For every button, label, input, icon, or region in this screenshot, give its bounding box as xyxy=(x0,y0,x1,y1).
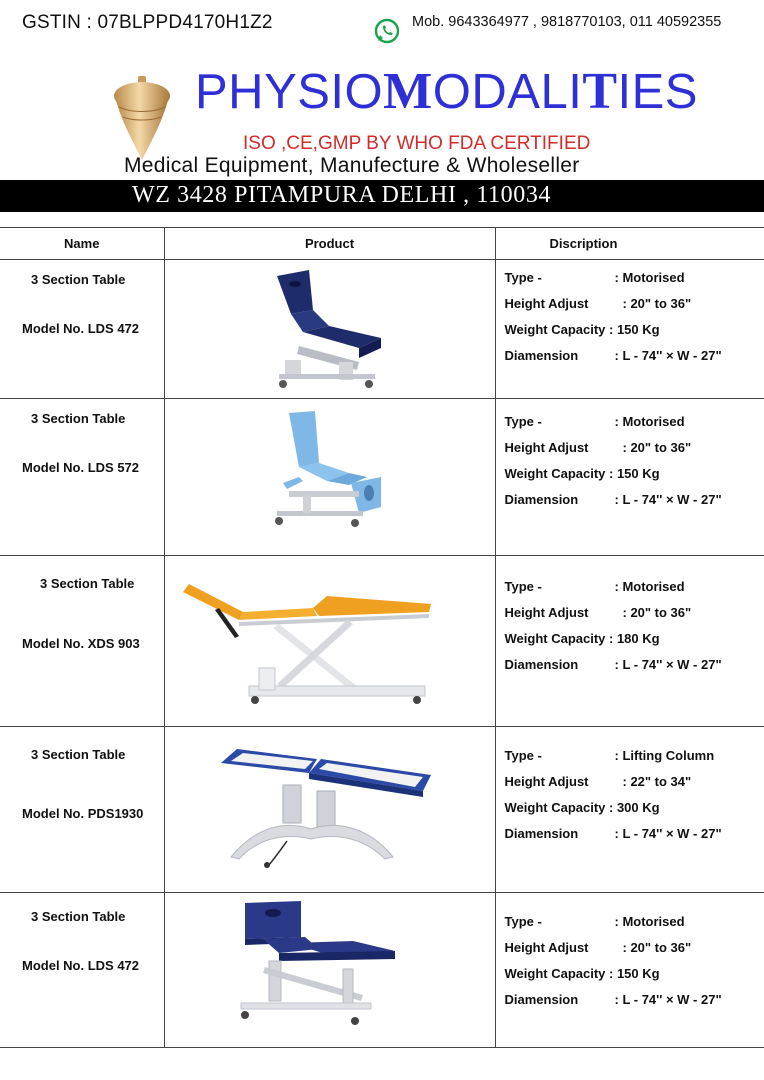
navy-3-section-table-icon xyxy=(235,899,405,1033)
product-image-cell xyxy=(164,260,495,399)
table-row xyxy=(0,556,764,727)
spec-weight: Weight Capacity : 180 Kg xyxy=(504,631,660,646)
description-cell xyxy=(495,727,764,893)
certification-line: ISO ,CE,GMP BY WHO FDA CERTIFIED xyxy=(243,133,591,154)
blue-lifting-column-table-icon xyxy=(217,745,437,875)
product-image-cell xyxy=(164,399,495,556)
name-cell xyxy=(0,893,164,1048)
spec-height: Height Adjust : 22" to 34" xyxy=(504,774,692,789)
product-name: 3 Section Table xyxy=(31,747,126,762)
spec-height: Height Adjust : 20" to 36" xyxy=(504,940,692,955)
tagline: Medical Equipment, Manufecture & Wholeseller xyxy=(124,154,580,177)
letterhead xyxy=(0,0,764,212)
column-header-product: Product xyxy=(164,228,495,260)
description-cell xyxy=(495,556,764,727)
product-name: 3 Section Table xyxy=(31,272,126,287)
spec-height: Height Adjust : 20" to 36" xyxy=(504,605,692,620)
spec-dimension: Diamension : L - 74'' × W - 27" xyxy=(504,492,722,507)
company-name: PHYSIOMODALITIES xyxy=(195,63,698,120)
model-number: Model No. LDS 572 xyxy=(22,460,140,475)
spec-weight: Weight Capacity : 150 Kg xyxy=(504,966,660,981)
table-row xyxy=(0,399,764,556)
spec-type: Type - : Lifting Column xyxy=(504,748,715,763)
spec-dimension: Diamension : L - 74'' × W - 27" xyxy=(504,348,722,363)
model-number: Model No. XDS 903 xyxy=(22,636,140,651)
light-blue-3-section-table-icon xyxy=(269,411,389,537)
spec-weight: Weight Capacity : 150 Kg xyxy=(504,466,660,481)
name-cell xyxy=(0,399,164,556)
spec-type: Type - : Motorised xyxy=(504,270,685,285)
model-number: Model No. LDS 472 xyxy=(22,958,140,973)
address: WZ 3428 PITAMPURA DELHI , 110034 xyxy=(132,182,552,208)
product-image-cell xyxy=(164,727,495,893)
spinning-top-logo-icon xyxy=(113,76,171,160)
description-cell xyxy=(495,399,764,556)
orange-3-section-table-icon xyxy=(179,578,441,710)
spec-height: Height Adjust : 20" to 36" xyxy=(504,296,692,311)
product-table xyxy=(0,227,764,1048)
spec-type: Type - : Motorised xyxy=(504,914,685,929)
model-number: Model No. LDS 472 xyxy=(22,321,140,336)
spec-weight: Weight Capacity : 300 Kg xyxy=(504,800,660,815)
mobile-numbers: Mob. 9643364977 , 9818770103, 011 40592355 xyxy=(412,14,722,30)
name-cell xyxy=(0,727,164,893)
product-image-cell xyxy=(164,893,495,1048)
product-name: 3 Section Table xyxy=(31,909,126,924)
name-cell xyxy=(0,556,164,727)
table-row xyxy=(0,893,764,1048)
product-image-cell xyxy=(164,556,495,727)
spec-dimension: Diamension : L - 74'' × W - 27" xyxy=(504,992,722,1007)
table-row xyxy=(0,727,764,893)
spec-dimension: Diamension : L - 74'' × W - 27" xyxy=(504,826,722,841)
column-header-name: Name xyxy=(0,228,164,260)
product-name: 3 Section Table xyxy=(40,576,135,591)
description-cell xyxy=(495,893,764,1048)
table-row xyxy=(0,260,764,399)
table-header-row xyxy=(0,228,764,260)
column-header-description: Discription xyxy=(495,228,764,260)
spec-type: Type - : Motorised xyxy=(504,579,685,594)
product-name: 3 Section Table xyxy=(31,411,126,426)
model-number: Model No. PDS1930 xyxy=(22,806,144,821)
spec-weight: Weight Capacity : 150 Kg xyxy=(504,322,660,337)
name-cell xyxy=(0,260,164,399)
description-cell xyxy=(495,260,764,399)
whatsapp-icon xyxy=(374,18,400,44)
gstin-number: GSTIN : 07BLPPD4170H1Z2 xyxy=(22,12,273,33)
spec-type: Type - : Motorised xyxy=(504,414,685,429)
navy-3-section-table-icon xyxy=(269,266,389,392)
spec-height: Height Adjust : 20" to 36" xyxy=(504,440,692,455)
spec-dimension: Diamension : L - 74'' × W - 27" xyxy=(504,657,722,672)
